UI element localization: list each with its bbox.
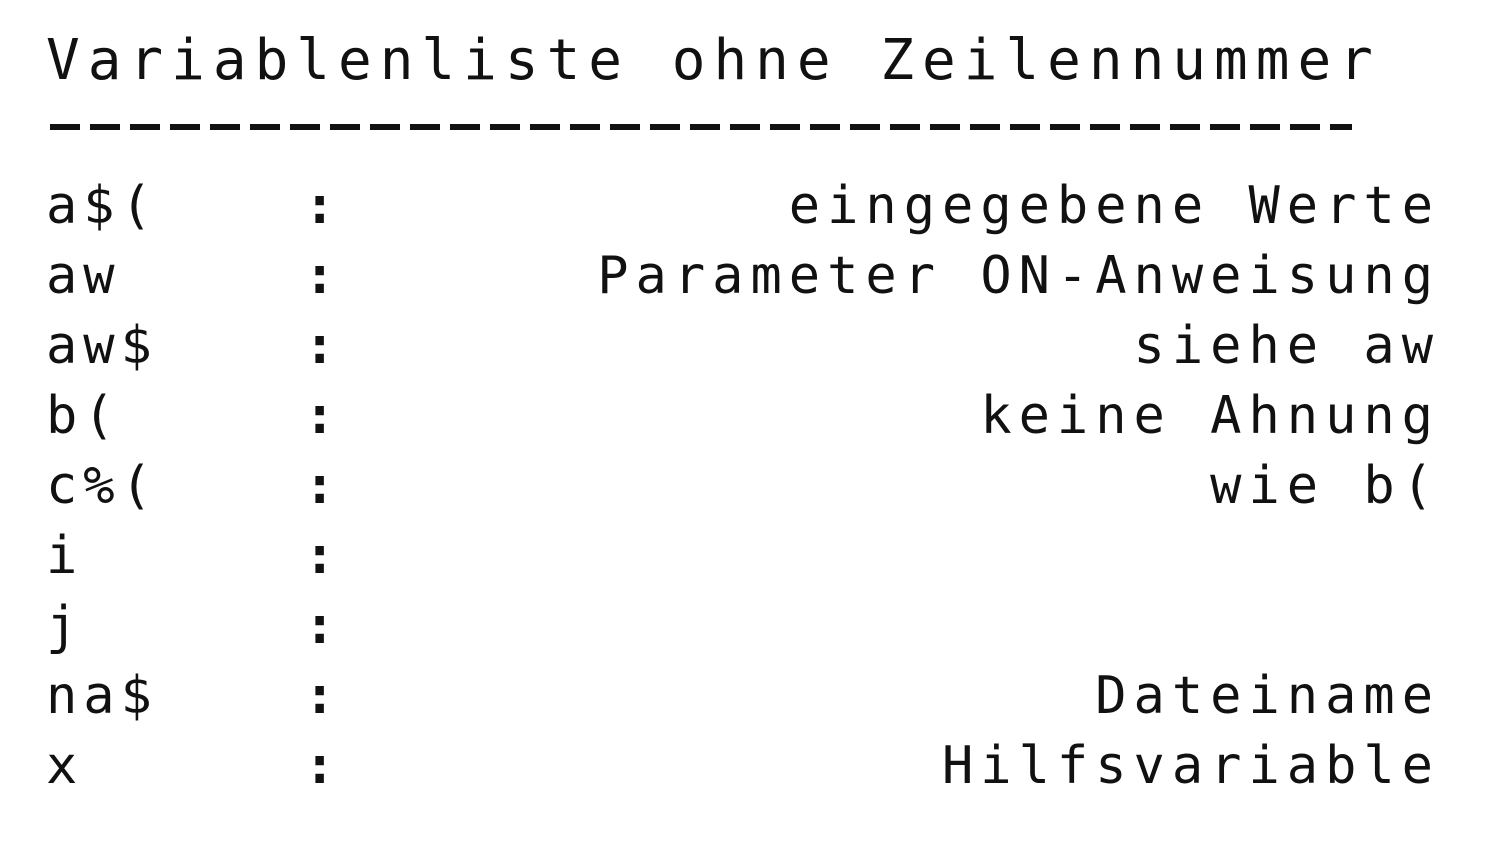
separator-colon: : <box>304 386 336 446</box>
variable-name: a$( <box>46 176 158 236</box>
separator-colon: : <box>304 176 336 236</box>
variable-name: na$ <box>46 666 158 726</box>
variable-name: aw$ <box>46 316 158 376</box>
dashed-underline <box>50 124 1352 130</box>
separator-colon: : <box>304 736 336 796</box>
variable-description: keine Ahnung <box>980 386 1440 446</box>
variable-description: eingegebene Werte <box>788 176 1440 236</box>
list-item <box>0 521 1502 591</box>
list-item <box>0 381 1502 451</box>
variable-description: siehe aw <box>1133 316 1440 376</box>
variable-description: Parameter ON-Anweisung <box>597 246 1440 306</box>
page-title: Variablenliste ohne Zeilennummer <box>46 28 1381 93</box>
variable-name: i <box>46 526 84 586</box>
list-item <box>0 241 1502 311</box>
list-item <box>0 661 1502 731</box>
list-item <box>0 731 1502 801</box>
variable-description: Hilfsvariable <box>942 736 1440 796</box>
separator-colon: : <box>304 596 336 656</box>
separator-colon: : <box>304 666 336 726</box>
list-item <box>0 451 1502 521</box>
variable-list <box>0 171 1502 801</box>
separator-colon: : <box>304 526 336 586</box>
variable-name: x <box>46 736 84 796</box>
list-item <box>0 591 1502 661</box>
list-item <box>0 311 1502 381</box>
variable-description: wie b( <box>1210 456 1440 516</box>
separator-colon: : <box>304 456 336 516</box>
separator-colon: : <box>304 316 336 376</box>
separator-colon: : <box>304 246 336 306</box>
variable-name: j <box>46 596 84 656</box>
variable-name: c%( <box>46 456 158 516</box>
variable-name: aw <box>46 246 121 306</box>
variable-name: b( <box>46 386 121 446</box>
variable-description: Dateiname <box>1095 666 1440 726</box>
list-item <box>0 171 1502 241</box>
